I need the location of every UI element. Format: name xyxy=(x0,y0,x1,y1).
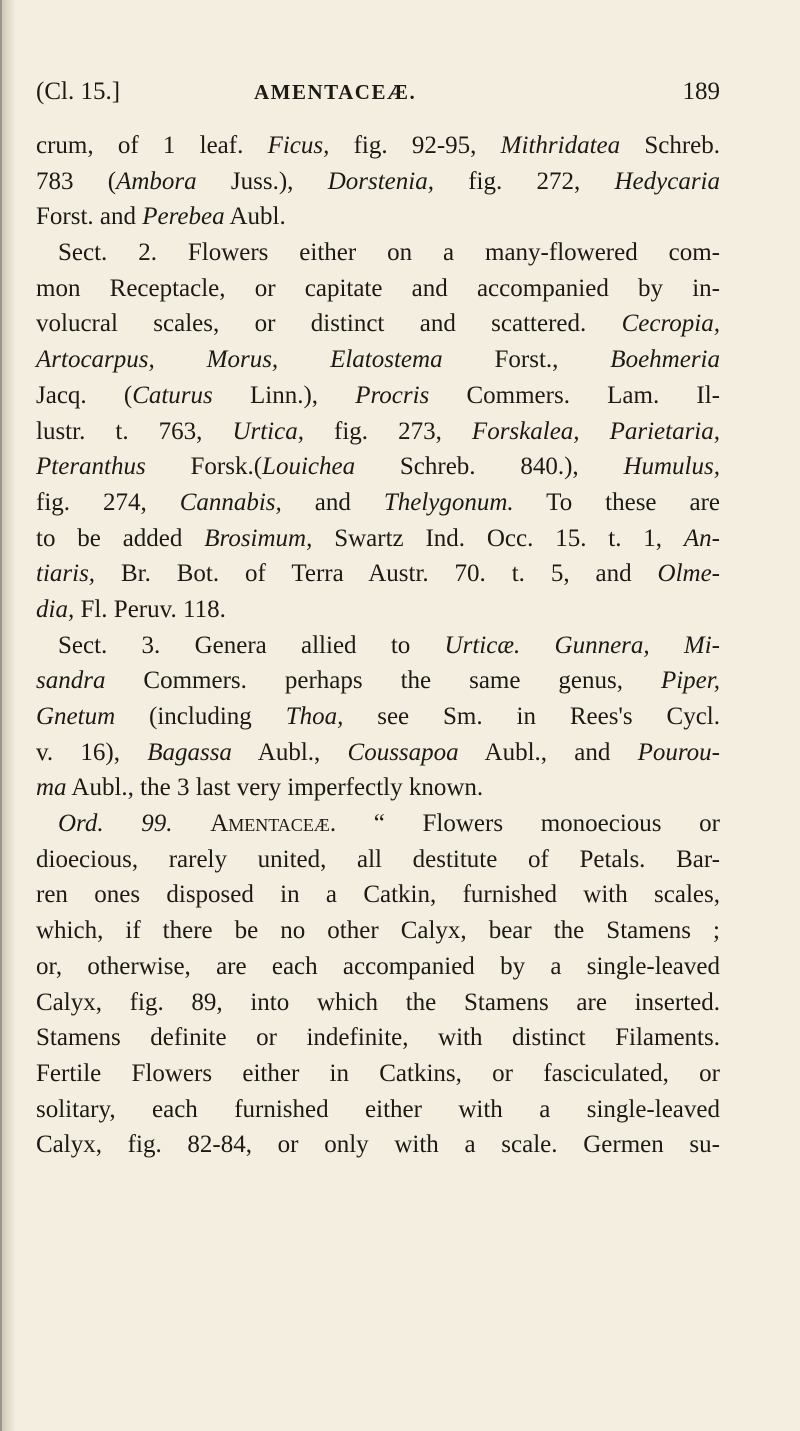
text-run: fig. 273, xyxy=(303,417,472,445)
italic-term: Brosimum, xyxy=(204,524,313,552)
italic-term: Bagassa xyxy=(147,738,232,766)
text-line xyxy=(36,592,720,628)
italic-term: Coussapoa xyxy=(347,738,459,766)
body-text xyxy=(36,128,720,1163)
text-line xyxy=(36,877,720,913)
text-line xyxy=(36,485,720,521)
text-line xyxy=(36,1127,720,1163)
text-line xyxy=(36,1056,720,1092)
text-line xyxy=(36,699,720,735)
italic-term: ma xyxy=(36,774,67,802)
text-run: and xyxy=(281,488,384,516)
italic-term: Urtica, xyxy=(232,417,304,445)
text-line xyxy=(36,842,720,878)
italic-term: Louichea xyxy=(262,453,356,481)
text-run: crum, of 1 leaf. xyxy=(36,132,268,159)
text-run: Fertile Flowers either in Catkins, or fasciculated, or xyxy=(36,1059,720,1087)
italic-term: dia, xyxy=(36,595,75,623)
italic-term: An- xyxy=(683,524,720,552)
italic-term: Hedycaria xyxy=(614,167,721,195)
class-reference: (Cl. 15.] xyxy=(36,78,121,105)
text-run: see Sm. in Rees's Cycl. xyxy=(343,703,721,730)
running-title: AMENTACEÆ. xyxy=(254,80,417,104)
text-line xyxy=(36,414,720,450)
text-run: Calyx, fig. 82-84, or only with a scale. Germen su- xyxy=(36,1131,720,1159)
text-run: Calyx, fig. 89, into which the Stamens are inserted. xyxy=(36,988,720,1016)
text-line xyxy=(36,1092,720,1128)
text-run: or, otherwise, are each accompanied by a single-leaved xyxy=(36,952,720,980)
italic-term: Mithridatea xyxy=(500,132,621,159)
italic-term: Caturus xyxy=(132,381,213,409)
italic-term: Pourou- xyxy=(637,738,721,766)
text-run: Aubl., the 3 last very imperfectly known. xyxy=(66,774,484,802)
italic-term: Gnetum xyxy=(36,703,116,730)
text-line xyxy=(36,128,720,164)
text-run: Commers. perhaps the same genus, xyxy=(105,667,661,695)
text-run: Aubl., xyxy=(231,738,348,766)
italic-term: Cecropia, xyxy=(621,310,720,338)
text-line xyxy=(36,306,720,342)
text-run: To these are xyxy=(513,488,720,516)
order-name: Amentaceæ. xyxy=(210,810,337,838)
text-run: (including xyxy=(115,703,286,730)
italic-term: Boehmeria xyxy=(610,346,720,374)
italic-term: Pteranthus xyxy=(36,453,146,481)
text-run: Fl. Peruv. 118. xyxy=(74,595,226,623)
italic-term: Dorstenia, xyxy=(327,167,434,195)
italic-term: Thelygonum. xyxy=(383,488,514,516)
text-run: which, if there be no other Calyx, bear the Stamens ; xyxy=(36,917,720,945)
text-line xyxy=(36,770,720,806)
text-run: Commers. Lam. Il- xyxy=(429,381,720,409)
text-run: volucral scales, or distinct and scattered. xyxy=(36,310,622,338)
book-page xyxy=(36,78,720,1163)
text-run: fig. 272, xyxy=(433,167,615,195)
text-run: Forst., xyxy=(442,346,611,374)
text-line xyxy=(36,235,720,271)
text-run: Aubl., and xyxy=(458,738,638,766)
text-run: lustr. t. 763, xyxy=(36,417,233,445)
italic-term: Olme- xyxy=(657,560,720,588)
text-line xyxy=(36,378,720,414)
text-line xyxy=(36,913,720,949)
page-number: 189 xyxy=(682,78,720,105)
italic-term: Ambora xyxy=(116,167,197,195)
text-run: Linn.), xyxy=(212,381,356,409)
text-run: to be added xyxy=(36,524,205,552)
text-run: Juss.), xyxy=(196,167,328,195)
text-run: Aubl. xyxy=(224,203,286,231)
text-line xyxy=(36,342,720,378)
text-run: dioecious, rarely united, all destitute of Petals. Bar- xyxy=(36,845,720,873)
italic-term: Ord. 99. xyxy=(58,810,173,838)
text-line xyxy=(36,521,720,557)
binding-gutter xyxy=(0,0,16,1431)
text-run xyxy=(173,810,211,837)
italic-term: sandra xyxy=(36,667,106,695)
text-run: Br. Bot. of Terra Austr. 70. t. 5, and xyxy=(95,560,658,588)
text-run: “ Flowers monoecious or xyxy=(336,810,721,838)
text-line xyxy=(36,199,720,235)
italic-term: tiaris, xyxy=(36,560,96,588)
italic-term: Artocarpus, Morus, Elatostema xyxy=(36,346,443,374)
text-run: Schreb. 840.), xyxy=(355,453,624,481)
text-run: fig. 274, xyxy=(36,488,180,516)
text-run: Stamens definite or indefinite, with distinct Filaments. xyxy=(36,1024,720,1052)
text-run: Forsk.( xyxy=(145,453,263,481)
text-run: Sect. 2. Flowers either on a many-flowered com- xyxy=(58,239,720,267)
italic-term: Urticæ. Gunnera, Mi- xyxy=(444,631,721,659)
text-run: Schreb. xyxy=(620,132,721,159)
text-line xyxy=(36,271,720,307)
text-run: 783 ( xyxy=(36,167,117,195)
text-run: solitary, each furnished either with a single-leaved xyxy=(36,1095,720,1123)
italic-term: Perebea xyxy=(142,203,225,231)
text-line xyxy=(36,449,720,485)
italic-term: Cannabis, xyxy=(179,488,282,516)
text-line xyxy=(36,735,720,771)
text-line xyxy=(36,985,720,1021)
text-run: fig. 92-95, xyxy=(329,132,501,159)
text-line xyxy=(36,949,720,985)
italic-term: Forskalea, Parietaria, xyxy=(471,417,721,445)
text-run: ren ones disposed in a Catkin, furnished with scales, xyxy=(36,881,720,909)
italic-term: Humulus, xyxy=(623,453,720,481)
text-line xyxy=(36,628,720,664)
italic-term: Ficus, xyxy=(267,132,330,159)
text-run: mon Receptacle, or capitate and accompanied by in- xyxy=(36,274,720,302)
text-line xyxy=(36,556,720,592)
text-run: v. 16), xyxy=(36,738,148,766)
italic-term: Piper, xyxy=(660,667,720,695)
running-header xyxy=(36,78,720,120)
text-line xyxy=(36,663,720,699)
italic-term: Procris xyxy=(355,381,430,409)
text-run: Jacq. ( xyxy=(36,381,133,409)
text-line xyxy=(36,806,720,842)
text-line xyxy=(36,164,720,200)
text-run: Forst. and xyxy=(36,203,143,231)
italic-term: Thoa, xyxy=(285,703,344,730)
text-line xyxy=(36,1020,720,1056)
text-run: Swartz Ind. Occ. 15. t. 1, xyxy=(312,524,684,552)
text-run: Sect. 3. Genera allied to xyxy=(58,631,445,659)
